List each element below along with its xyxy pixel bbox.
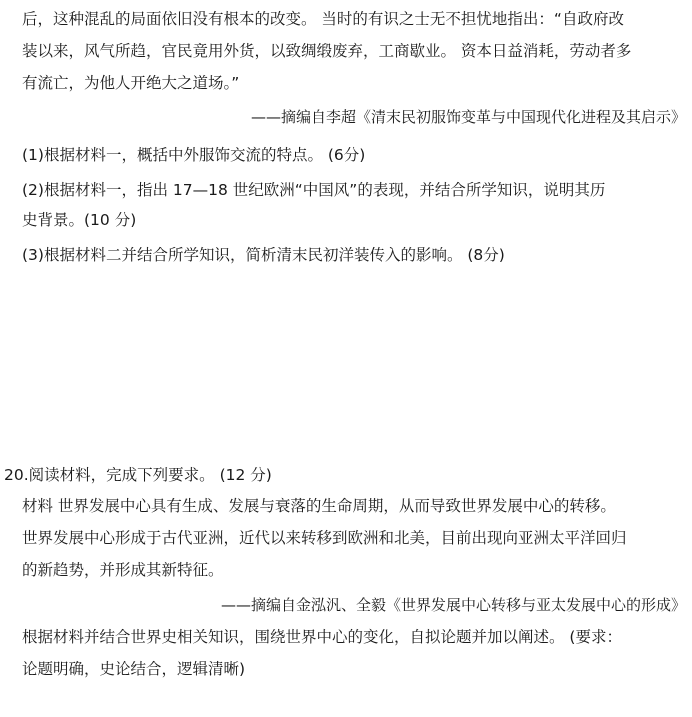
question-20-citation: ——摘编自金泓汎、全毅《世界发展中心转移与亚太发展中心的形成》 (220, 596, 686, 614)
question-19-part-2-line-2: 史背景。(10 分) (22, 211, 137, 229)
material-one-line-1: 后，这种混乱的局面依旧没有根本的改变。 当时的有识之士无不担忧地指出：“自政府改 (22, 10, 624, 28)
question-19-part-2-line-1: (2)根据材料一，指出 17—18 世纪欧洲“中国风”的表现，并结合所学知识，说明其历 (22, 181, 606, 199)
material-one-line-3: 有流亡，为他人开绝大之道场。” (22, 74, 240, 92)
question-20-task-line-1: 根据材料并结合世界史相关知识，围绕世界中心的变化，自拟论题并加以阐述。 (要求： (22, 628, 622, 646)
question-20-material-line-3: 的新趋势，并形成其新特征。 (22, 561, 224, 579)
material-one-citation: ——摘编自李超《清末民初服饰变革与中国现代化进程及其启示》 (250, 108, 686, 126)
question-20-material-line-2: 世界发展中心形成于古代亚洲，近代以来转移到欧洲和北美，目前出现向亚洲太平洋回归 (22, 529, 627, 547)
material-one-line-2: 装以来，风气所趋，官民竟用外货，以致绸缎废弃，工商歇业。 资本日益消耗，劳动者多 (22, 42, 632, 60)
question-20-task-line-2: 论题明确，史论结合，逻辑清晰) (22, 660, 246, 678)
question-19-part-1: (1)根据材料一，概括中外服饰交流的特点。 (6分) (22, 146, 366, 164)
question-19-part-3: (3)根据材料二并结合所学知识，简析清末民初洋装传入的影响。 (8分) (22, 246, 505, 264)
question-20-material-line-1: 材料 世界发展中心具有生成、发展与衰落的生命周期，从而导致世界发展中心的转移。 (22, 497, 616, 515)
question-20-heading: 20.阅读材料，完成下列要求。 (12 分) (4, 466, 272, 484)
